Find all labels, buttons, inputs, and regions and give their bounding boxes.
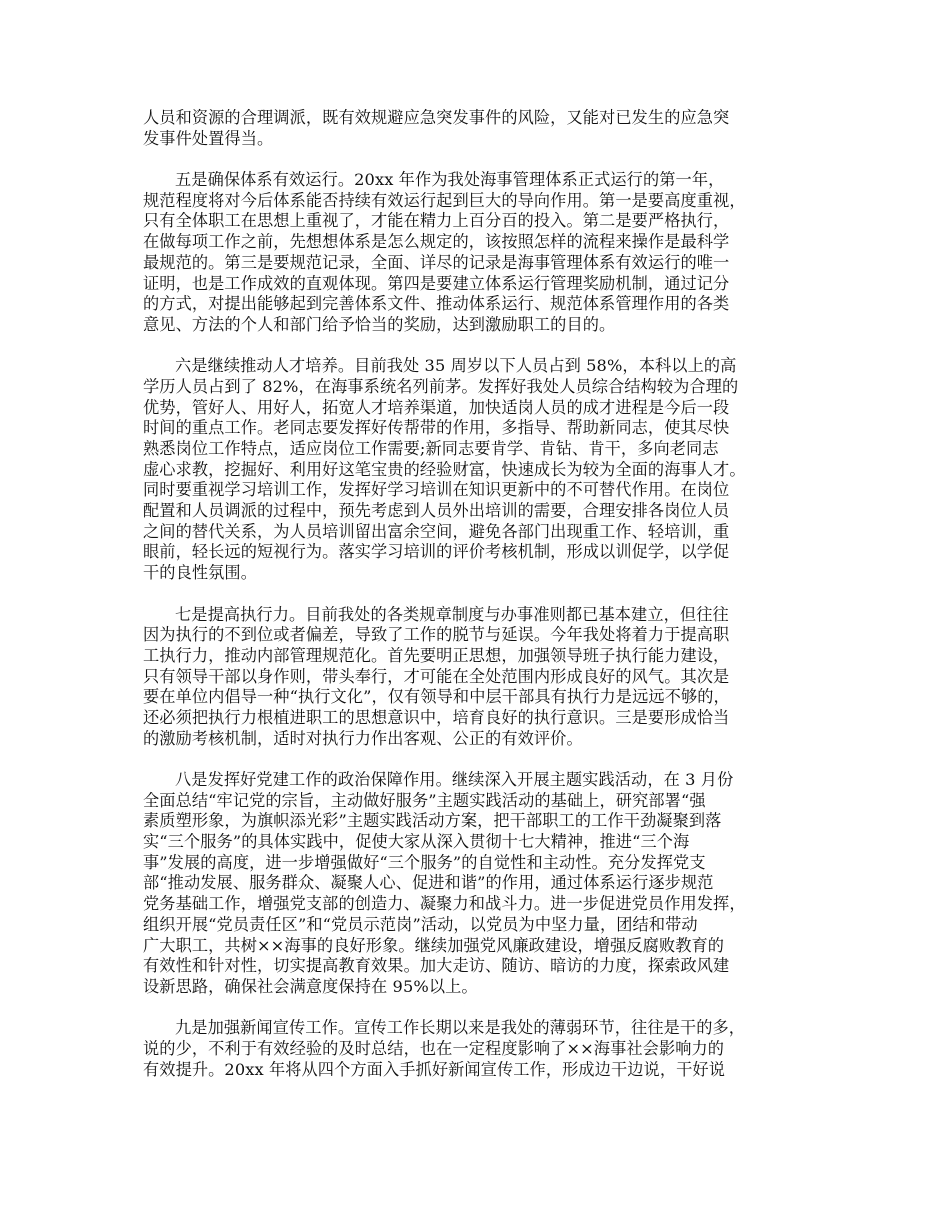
text-line: 五是确保体系有效运行。20xx 年作为我处海事管理体系正式运行的第一年， [175,170,725,190]
text-line: 说的少，不利于有效经验的及时总结，也在一定程度影响了××海事社会影响力的 [143,1038,725,1058]
text-line: 的激励考核机制，适时对执行力作出客观、公正的有效评价。 [143,728,583,748]
text-line: 部“推动发展、服务群众、凝聚人心、促进和谐”的作用，通过体系运行逐步规范 [143,873,714,893]
text-line: 规范程度将对今后体系能否持续有效运行起到巨大的导向作用。第一是要高度重视， [143,190,746,210]
text-line: 意见、方法的个人和部门给予恰当的奖励，达到激励职工的目的。 [143,314,616,334]
text-line: 八是发挥好党建工作的政治保障作用。继续深入开展主题实践活动，在 3 月份 [175,770,734,789]
text-line: 九是加强新闻宣传工作。宣传工作长期以来是我处的薄弱环节，往往是干的多， [175,1018,746,1038]
text-line: 组织开展“党员责任区”和“党员示范岗”活动，以党员为中坚力量，团结和带动 [143,914,698,934]
paragraph-execution [143,605,823,750]
text-line: 实“三个服务”的具体实践中，促使大家从深入贯彻十七大精神，推进“三个海 [143,832,690,852]
text-line: 因为执行的不到位或者偏差，导致了工作的脱节与延误。今年我处将着力于提高职 [143,625,730,645]
text-line: 学历人员占到了 82%，在海事系统名列前茅。发挥好我处人员综合结构较为合理的 [143,376,739,396]
text-line: 设新思路，确保社会满意度保持在 95%以上。 [143,976,478,996]
paragraph-talent-training [143,356,823,584]
text-line: 全面总结“牢记党的宗旨，主动做好服务”主题实践活动的基础上，研究部署“强 [143,790,706,810]
text-line: 人员和资源的合理调派，既有效规避应急突发事件的风险，又能对已发生的应急突 [143,108,730,127]
text-line: 眼前，轻长远的短视行为。落实学习培训的评价考核机制，形成以训促学，以学促 [143,542,730,562]
text-line: 只有全体职工在思想上重视了，才能在精力上百分百的投入。第二是要严格执行， [143,211,730,231]
text-line: 配置和人员调派的过程中，预先考虑到人员外出培训的需要，合理安排各岗位人员 [143,501,730,521]
text-line: 素质塑形象，为旗帜添光彩”主题实践活动方案，把干部职工的工作干劲凝聚到落 [143,811,722,831]
text-line: 要在单位内倡导一种“执行文化”，仅有领导和中层干部具有执行力是远远不够的， [143,687,730,707]
text-line: 党务基础工作，增强党支部的创造力、凝聚力和战斗力。进一步促进党员作用发挥， [143,894,746,914]
paragraph-system-operation [143,170,823,336]
text-line: 有效性和针对性，切实提高教育效果。加大走访、随访、暗访的力度，探索政风建 [143,956,730,976]
text-line: 的方式，对提出能够起到完善体系文件、推动体系运行、规范体系管理作用的各类 [143,294,730,314]
paragraph-emergency-continued [143,108,823,149]
text-line: 熟悉岗位工作特点，适应岗位工作需要;新同志要肯学、肯钻、肯干，多向老同志 [143,439,719,458]
text-line: 最规范的。第三是要规范记录，全面、详尽的记录是海事管理体系有效运行的唯一 [143,252,730,272]
text-line: 发事件处置得当。 [143,128,274,148]
text-line: 之间的替代关系，为人员培训留出富余空间，避免各部门出现重工作、轻培训，重 [143,521,730,541]
text-line: 工执行力，推动内部管理规范化。首先要明正思想，加强领导班子执行能力建设， [143,645,730,665]
text-line: 只有领导干部以身作则，带头奉行，才可能在全处范围内形成良好的风气。其次是 [143,666,730,686]
paragraph-news-publicity [143,1018,823,1080]
text-line: 有效提升。20xx 年将从四个方面入手抓好新闻宣传工作，形成边干边说，干好说 [143,1059,725,1079]
text-line: 优势，管好人、用好人，拓宽人才培养渠道，加快适岗人员的成才进程是今后一段 [143,397,730,417]
text-line: 虚心求教，挖掘好、利用好这笔宝贵的经验财富，快速成长为较为全面的海事人才。 [143,459,746,479]
text-line: 在做每项工作之前，先想想体系是怎么规定的，该按照怎样的流程来操作是最科学 [143,232,730,252]
paragraph-party-building [143,770,823,998]
text-line: 时间的重点工作。老同志要发挥好传帮带的作用，多指导、帮助新同志，使其尽快 [143,418,730,438]
text-line: 事”发展的高度，进一步增强做好“三个服务”的自觉性和主动性。充分发挥党支 [143,852,706,872]
text-line: 同时要重视学习培训工作，发挥好学习培训在知识更新中的不可替代作用。在岗位 [143,480,730,500]
text-line: 证明，也是工作成效的直观体现。第四是要建立体系运行管理奖励机制，通过记分 [143,273,730,293]
text-line: 六是继续推动人才培养。目前我处 35 周岁以下人员占到 58%，本科以上的高 [175,356,737,376]
document-page [143,108,823,1080]
text-line: 七是提高执行力。目前我处的各类规章制度与办事准则都已基本建立，但往往 [175,604,729,624]
text-line: 广大职工，共树××海事的良好形象。继续加强党风廉政建设，增强反腐败教育的 [143,935,725,955]
text-line: 干的良性氛围。 [143,563,258,583]
text-line: 还必须把执行力根植进职工的思想意识中，培育良好的执行意识。三是要形成恰当 [143,707,730,727]
